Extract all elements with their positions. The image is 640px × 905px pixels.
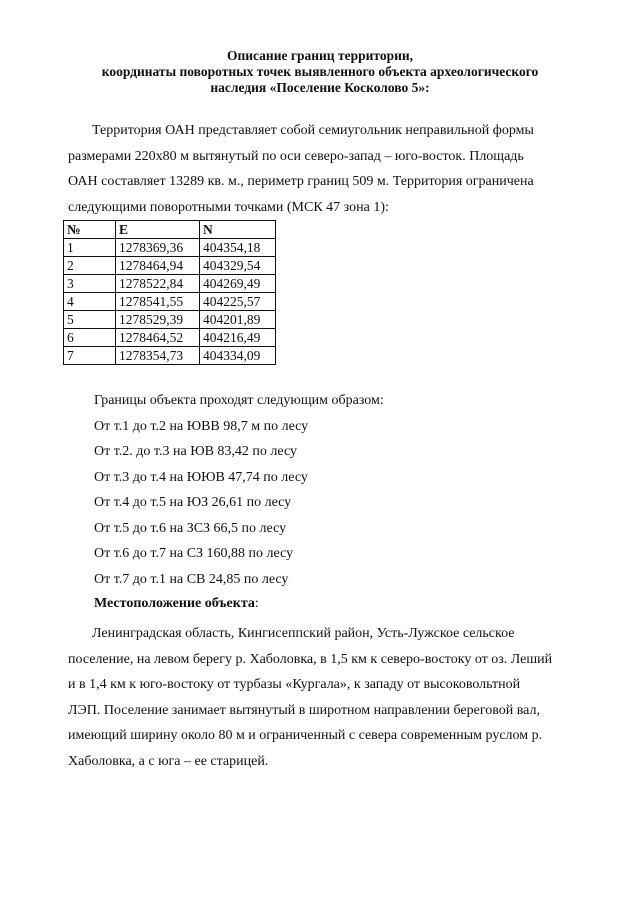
cell-n: 404269,49 [200,275,276,293]
cell-n: 404225,57 [200,293,276,311]
cell-e: 1278354,73 [116,347,200,365]
boundary-segment: От т.2. до т.3 на ЮВ 83,42 по лесу [94,444,297,459]
boundary-segment: От т.1 до т.2 на ЮВВ 98,7 м по лесу [94,418,309,434]
cell-n: 404334,09 [200,347,276,365]
table-row [64,347,276,365]
cell-e: 1278464,94 [116,257,200,275]
location-paragraph [68,621,588,774]
intro-line: размерами 220х80 м вытянутый по оси северо-запад – юго-восток. Площадь [68,148,524,164]
cell-number: 3 [64,275,116,293]
cell-e: 1278529,39 [116,311,200,329]
cell-n: 404329,54 [200,257,276,275]
cell-n: 404201,89 [200,311,276,329]
boundaries-heading: Границы объекта проходят следующим образом: [94,393,384,408]
intro-line: Территория ОАН представляет собой семиугольник неправильной формы [92,123,534,138]
table-row [64,239,276,257]
table-row [64,275,276,293]
cell-number: 5 [64,311,116,329]
column-header-e: E [116,221,200,239]
cell-e: 1278369,36 [116,239,200,257]
location-line: Ленинградская область, Кингисеппский район, Усть-Лужское сельское [92,626,515,641]
document-title [40,48,600,96]
title-line-3: наследия «Поселение Косколово 5»: [210,80,430,95]
location-heading-text: Местоположение объекта [94,596,255,611]
table-row [64,257,276,275]
cell-e: 1278541,55 [116,293,200,311]
cell-n: 404216,49 [200,329,276,347]
table-row [64,311,276,329]
cell-number: 4 [64,293,116,311]
cell-n: 404354,18 [200,239,276,257]
location-line: ЛЭП. Поселение занимает вытянутый в широтном направлении береговой вал, [68,702,540,718]
location-line: имеющий ширину около 80 м и ограниченный с севера современным руслом р. [68,728,543,743]
boundary-segment: От т.4 до т.5 на ЮЗ 26,61 по лесу [94,495,292,510]
cell-number: 2 [64,257,116,275]
title-line-1: Описание границ территории, [226,48,414,63]
cell-number: 1 [64,239,116,257]
table-row [64,329,276,347]
location-heading-colon: : [254,596,259,611]
table-header-row [64,221,276,239]
boundary-segment: От т.6 до т.7 на СЗ 160,88 по лесу [94,546,294,561]
cell-e: 1278522,84 [116,275,200,293]
intro-line: ОАН составляет 13289 кв. м., периметр границ 509 м. Территория ограничена [68,174,534,189]
boundary-segment: От т.3 до т.4 на ЮЮВ 47,74 по лесу [94,469,308,485]
column-header-n: N [200,221,276,239]
cell-number: 6 [64,329,116,347]
location-line: и в 1,4 км к юго-востоку от турбазы «Кургала», к западу от высоковольтной [68,677,521,692]
cell-e: 1278464,52 [116,329,200,347]
location-heading [94,596,259,612]
location-line: поселение, на левом берегу р. Хаболовка, в 1,5 км к северо-востоку от оз. Леший [68,651,553,667]
title-line-2: координаты поворотных точек выявленного объекта археологического [101,64,539,79]
intro-line: следующими поворотными точками (МСК 47 зона 1): [68,199,389,215]
boundary-segment: От т.7 до т.1 на СВ 24,85 по лесу [94,571,289,587]
table-row [64,293,276,311]
boundary-segment: От т.5 до т.6 на ЗСЗ 66,5 по лесу [94,520,287,536]
cell-number: 7 [64,347,116,365]
intro-paragraph [68,118,588,220]
boundaries-section [94,388,384,592]
location-line: Хаболовка, а с юга – ее старицей. [68,753,269,769]
column-header-number: № [64,221,116,239]
coordinates-table [63,220,276,365]
